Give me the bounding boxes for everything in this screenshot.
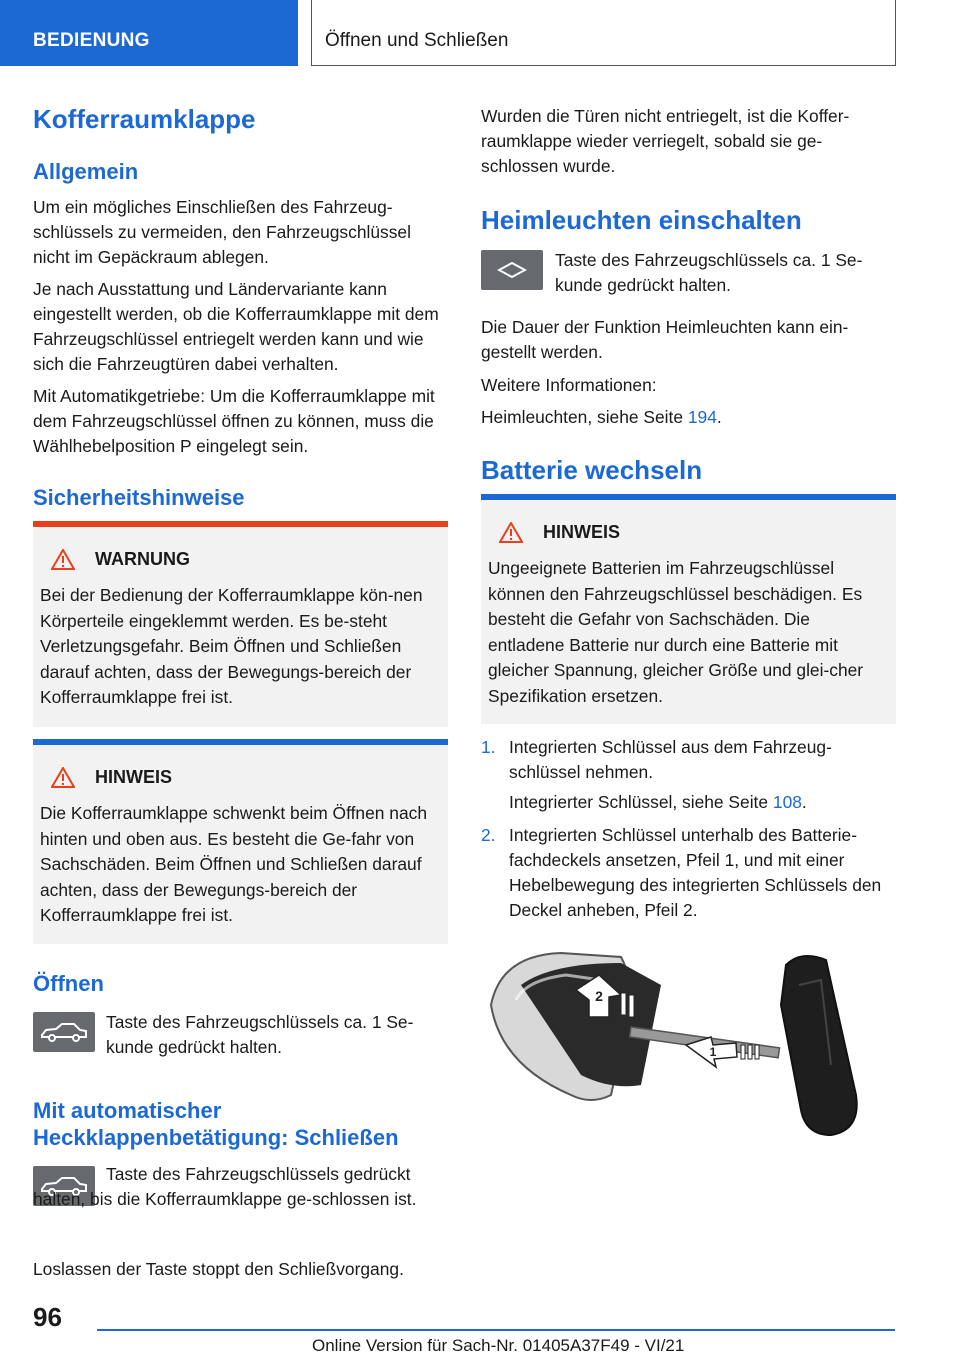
section-tab [0,0,298,66]
chapter-header [311,0,896,66]
footer-divider [97,1329,895,1331]
step-1-text: Integrierten Schlüssel aus dem Fahrzeug-schlüssel nehmen. [509,737,832,782]
key-fob-battery-illustration [481,945,895,1145]
heimleuchten-text: Taste des Fahrzeugschlüssels ca. 1 Se-kunde gedrückt halten. [555,250,863,295]
heimleuchten-p1: Die Dauer der Funktion Heimleuchten kann ein-gestellt werden. [481,317,849,362]
paragraph-allgemein-1: Um ein mögliches Einschließen des Fahrzeug-schlüssels zu vermeiden, den Fahrzeugschlüssel nicht im Gepäckraum ablegen. [33,197,411,267]
step-1-ref-prefix: Integrierter Schlüssel, siehe Seite [509,792,773,812]
heading-oeffnen: Öffnen [33,971,104,996]
page-link-194[interactable]: 194 [687,407,717,427]
warning-text: Bei der Bedienung der Kofferraumklappe kön-nen Körperteile eingeklemmt werden. Es be-steht Verletzungsgefahr. Beim Öffnen und Schließen darauf achten, dass der Bewegungs-bereich der Kofferraumklappe frei ist. [40,585,423,707]
note-title-1: HINWEIS [95,767,173,787]
oeffnen-text: Taste des Fahrzeugschlüssels ca. 1 Se-kunde gedrückt halten. [106,1012,414,1057]
note-text-1: Die Kofferraumklappe schwenkt beim Öffnen nach hinten und oben aus. Es besteht die Ge-fahr von Sachschäden. Beim Öffnen und Schließen darauf achten, dass der Bewegungs-bereich der Kofferraumklappe frei ist. [40,803,427,925]
warning-header [51,549,190,570]
footer-version: Online Version für Sach-Nr. 01405A37F49 - VI/21 [312,1336,685,1355]
step-2-text: Integrierten Schlüssel unterhalb des Batterie-fachdeckels ansetzen, Pfeil 1, und mit einer Hebelbewegung des integrierten Schlüssels den Deckel anheben, Pfeil 2. [509,825,882,920]
page-title: Kofferraumklappe [33,104,256,134]
warning-triangle-icon [51,549,75,570]
heading-heimleuchten: Heimleuchten einschalten [481,205,802,235]
heimleuchten-ref-suffix: . [716,407,722,427]
heading-sicherheitshinweise: Sicherheitshinweise [33,485,245,510]
automatik-release-text: Loslassen der Taste stoppt den Schließvorgang. [33,1259,404,1279]
heading-automatik-1: Mit automatischer [33,1098,222,1123]
step-2-number: 2. [481,825,496,845]
paragraph-allgemein-3: Mit Automatikgetriebe: Um die Kofferraumklappe mit dem Fahrzeugschlüssel öffnen zu können, muss die Wählhebelposition P eingelegt sein. [33,386,435,456]
headlight-key-icon [481,250,543,290]
caution-triangle-icon [499,522,523,543]
note-header-2 [499,522,620,543]
note-box-1 [33,739,448,944]
right-intro: Wurden die Türen nicht entriegelt, ist die Koffer-raumklappe wieder verriegelt, sobald sie ge-schlossen wurde. [481,106,850,176]
page-link-108[interactable]: 108 [772,792,802,812]
paragraph-allgemein-2: Je nach Ausstattung und Ländervariante kann eingestellt werden, ob die Kofferraumklappe mit dem Fahrzeugschlüssel entriegelt werden kann und wie sich die Fahrzeugtüren dabei verhalten. [33,279,439,374]
warning-box [33,521,448,727]
warning-title: WARNUNG [95,549,190,569]
trunk-key-icon [33,1012,95,1052]
heading-allgemein: Allgemein [33,159,139,184]
note-text-2: Ungeeignete Batterien im Fahrzeugschlüssel können den Fahrzeugschlüssel beschädigen. Es besteht die Gefahr von Sachschäden. Die entladene Batterie nur durch eine Batterie mit gleicher Spannung, gleicher Größe und glei-cher Spezifikation ersetzen. [488,558,864,706]
automatik-text: Taste des Fahrzeugschlüssels gedrückt halten, bis die Kofferraumklappe ge-schlossen ist. [33,1164,417,1209]
step-1-ref-suffix: . [801,792,807,812]
note-title-2: HINWEIS [543,522,621,542]
section-label: BEDIENUNG [33,30,150,51]
caution-triangle-icon [51,767,75,788]
step-1-number: 1. [481,737,496,757]
heimleuchten-ref-prefix: Heimleuchten, siehe Seite [481,407,688,427]
heading-batterie: Batterie wechseln [481,455,703,485]
note-header-1 [51,767,172,788]
note-box-2 [481,494,896,724]
heading-automatik-2: Heckklappenbetätigung: Schließen [33,1125,399,1150]
arrow-2-label: 2 [595,988,603,1004]
heimleuchten-p2: Weitere Informationen: [481,375,657,395]
arrow-1-label: 1 [709,1045,717,1059]
page-number: 96 [33,1302,62,1332]
step-1-ref [509,790,895,815]
chapter-title: Öffnen und Schließen [325,30,509,51]
heimleuchten-p3 [481,405,896,430]
